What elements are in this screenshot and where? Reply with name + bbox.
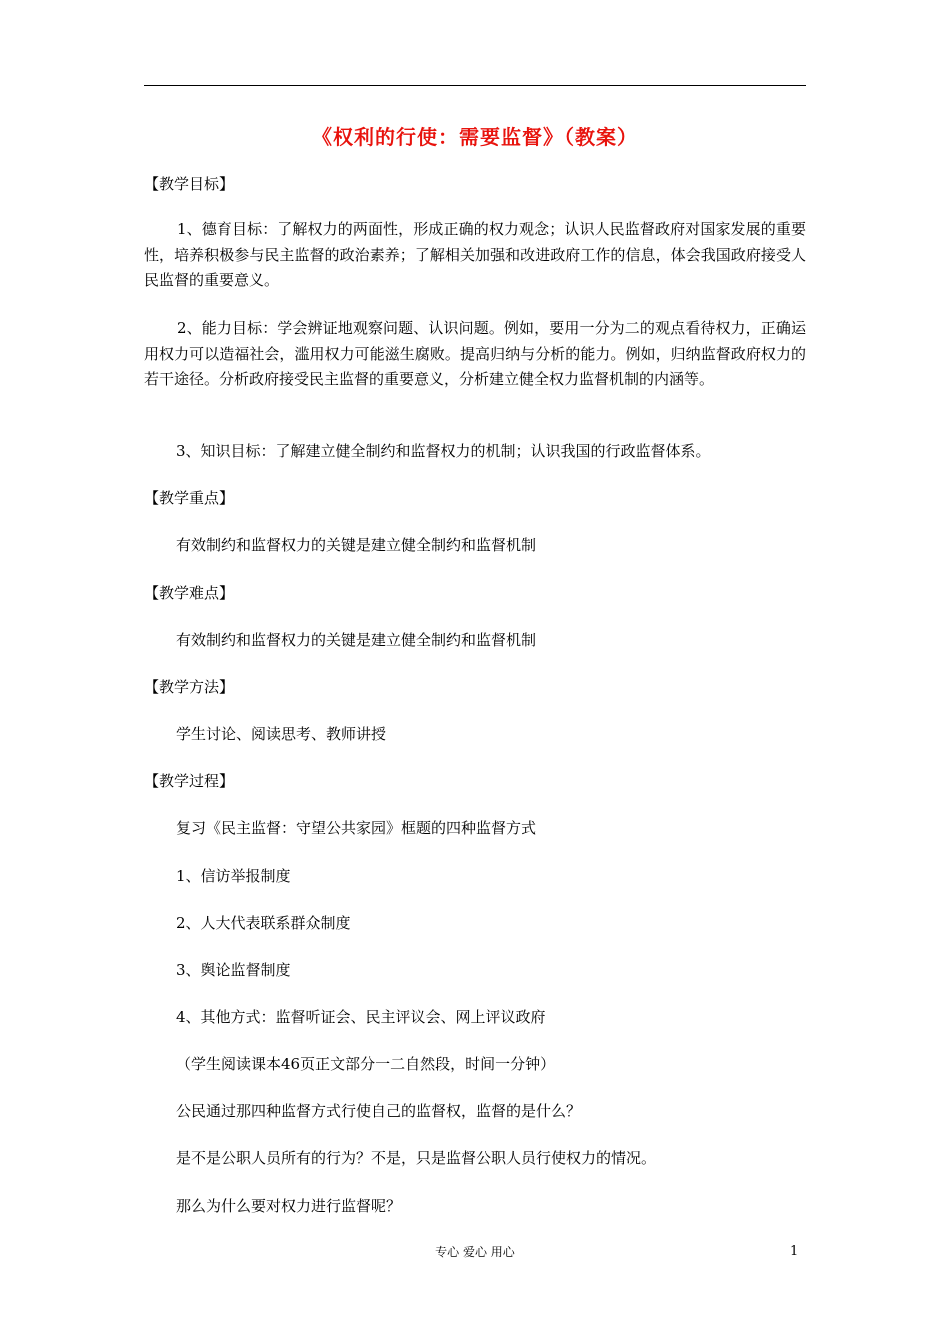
process-line: 1、信访举报制度 bbox=[176, 867, 291, 885]
page-number: 1 bbox=[790, 1244, 799, 1259]
process-line: 4、其他方式：监督听证会、民主评议会、网上评议政府 bbox=[176, 1008, 546, 1026]
process-line: 那么为什么要对权力进行监督呢？ bbox=[176, 1197, 402, 1215]
keypoint-heading: 【教学重点】 bbox=[144, 489, 235, 507]
process-line: 公民通过那四种监督方式行使自己的监督权，监督的是什么？ bbox=[176, 1102, 582, 1120]
header-rule bbox=[144, 85, 806, 86]
method-text: 学生讨论、阅读思考、教师讲授 bbox=[176, 725, 387, 743]
difficulty-heading: 【教学难点】 bbox=[144, 584, 235, 602]
objective-knowledge: 3、知识目标：了解建立健全制约和监督权力的机制；认识我国的行政监督体系。 bbox=[176, 442, 711, 460]
process-line: 是不是公职人员所有的行为？不是，只是监督公职人员行使权力的情况。 bbox=[176, 1149, 657, 1167]
footer-slogan: 专心 爱心 用心 bbox=[435, 1245, 515, 1259]
process-heading: 【教学过程】 bbox=[144, 772, 235, 790]
document-title: 《权利的行使：需要监督》（教案） bbox=[312, 125, 638, 149]
objective-moral: 1、德育目标：了解权力的两面性，形成正确的权力观念；认识人民监督政府对国家发展的重要性，培养积极参与民主监督的政治素养；了解相关加强和改进政府工作的信息，体会我国政府接受人民监督的重要意义。 bbox=[144, 220, 806, 289]
process-line: 2、人大代表联系群众制度 bbox=[176, 914, 351, 932]
keypoint-text: 有效制约和监督权力的关键是建立健全制约和监督机制 bbox=[176, 536, 537, 554]
objectives-heading: 【教学目标】 bbox=[144, 175, 235, 193]
process-line: （学生阅读课本46页正文部分一二自然段，时间一分钟） bbox=[176, 1055, 556, 1073]
process-line: 复习《民主监督：守望公共家园》框题的四种监督方式 bbox=[176, 819, 537, 837]
process-line: 3、舆论监督制度 bbox=[176, 961, 291, 979]
difficulty-text: 有效制约和监督权力的关键是建立健全制约和监督机制 bbox=[176, 631, 537, 649]
method-heading: 【教学方法】 bbox=[144, 678, 235, 696]
objective-ability: 2、能力目标：学会辨证地观察问题、认识问题。例如，要用一分为二的观点看待权力，正确运用权力可以造福社会，滥用权力可能滋生腐败。提高归纳与分析的能力。例如，归纳监督政府权力的若干途径。分析政府接受民主监督的重要意义，分析建立健全权力监督机制的内涵等。 bbox=[144, 319, 806, 388]
